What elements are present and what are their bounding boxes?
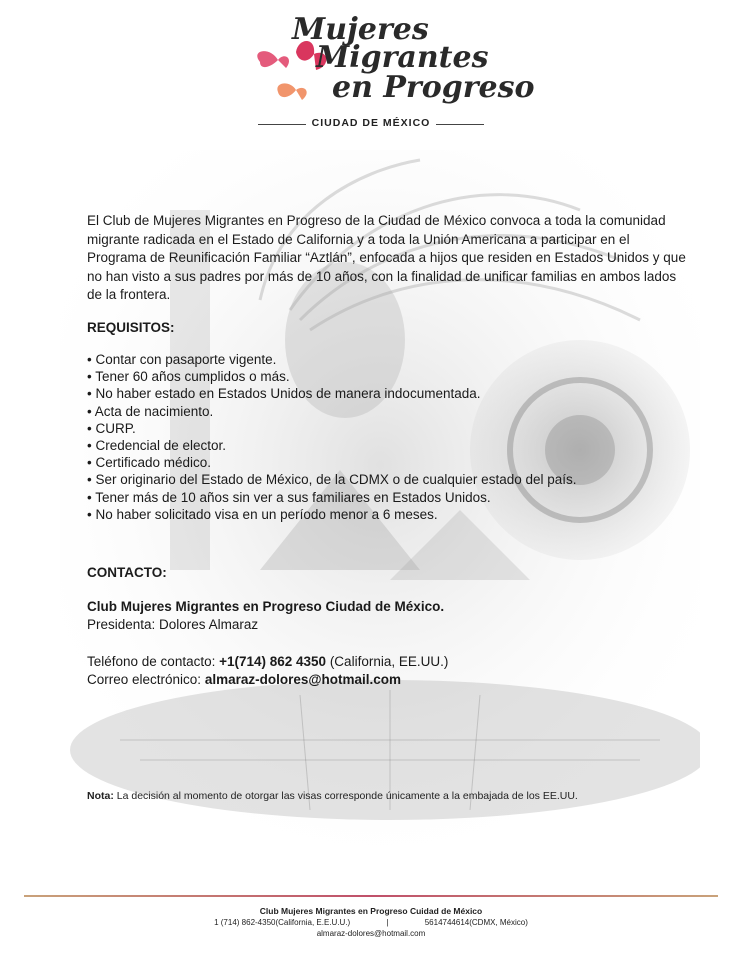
footer: [0, 906, 742, 939]
list-item: • CURP.: [87, 420, 687, 437]
logo-word-en-progreso: en Progreso: [332, 70, 535, 105]
note: [87, 790, 707, 802]
footer-separator: |: [386, 918, 389, 927]
contact-email-line: [87, 671, 687, 689]
logo: [250, 10, 535, 120]
requirements-title: REQUISITOS:: [87, 320, 175, 335]
list-item: • Certificado médico.: [87, 454, 687, 471]
email-label: Correo electrónico:: [87, 672, 205, 687]
divider: [436, 124, 484, 125]
contact-phone-line: [87, 653, 687, 671]
phone-number[interactable]: +1(714) 862 4350: [219, 654, 327, 669]
footer-phones: [0, 917, 742, 928]
contact-president: Presidenta: Dolores Almaraz: [87, 617, 259, 632]
contact-title: CONTACTO:: [87, 565, 167, 580]
intro-paragraph: El Club de Mujeres Migrantes en Progreso de la Ciudad de México convoca a toda la comunidad migrante radicada en el Estado de California y a toda la Unión Americana a participar en el Programa de Reunificación Familiar “Aztlán”, enfocada a hijos que residen en Estados Unidos y que no han visto a sus padres por más de 10 años, con la finalidad de unificar familias en ambos lados de la frontera.: [87, 213, 686, 302]
list-item: • No haber solicitado visa en un período menor a 6 meses.: [87, 506, 687, 523]
phone-location: (California, EE.UU.): [326, 654, 449, 669]
list-item: • Credencial de elector.: [87, 437, 687, 454]
footer-email[interactable]: almaraz-dolores@hotmail.com: [316, 929, 426, 938]
list-item: • Acta de nacimiento.: [87, 403, 687, 420]
list-item: • Tener más de 10 años sin ver a sus familiares en Estados Unidos.: [87, 489, 687, 506]
logo-word-migrantes: Migrantes: [316, 40, 489, 75]
footer-phone-mx-location: (CDMX, México): [469, 918, 528, 927]
list-item: • Contar con pasaporte vigente.: [87, 351, 687, 368]
list-item: • Tener 60 años cumplidos o más.: [87, 368, 687, 385]
note-text: La decisión al momento de otorgar las visas corresponde únicamente a la embajada de los EE.UU.: [113, 790, 578, 802]
footer-phone-mx[interactable]: 5614744614: [424, 918, 470, 927]
spacer: [87, 634, 687, 653]
contact-block: [87, 598, 687, 689]
list-item: • No haber estado en Estados Unidos de manera indocumentada.: [87, 385, 687, 402]
footer-phone-us-location: (California, E.E.U.U.): [275, 918, 351, 927]
requirements-list: [87, 351, 687, 523]
contact-organization: Club Mujeres Migrantes en Progreso Ciudad de México.: [87, 599, 445, 614]
city-label: CIUDAD DE MÉXICO: [311, 117, 431, 129]
email-address[interactable]: almaraz-dolores@hotmail.com: [204, 672, 402, 687]
list-item: • Ser originario del Estado de México, de la CDMX o de cualquier estado del país.: [87, 471, 687, 488]
footer-phone-us[interactable]: 1 (714) 862-4350: [214, 918, 276, 927]
city-label-row: [258, 117, 484, 131]
footer-organization: Club Mujeres Migrantes en Progreso Cuidad de México: [259, 906, 483, 916]
phone-label: Teléfono de contacto:: [87, 654, 220, 669]
logo-word-mujeres: Mujeres: [292, 12, 429, 47]
footer-divider: [24, 895, 718, 897]
note-label: Nota:: [87, 790, 114, 802]
